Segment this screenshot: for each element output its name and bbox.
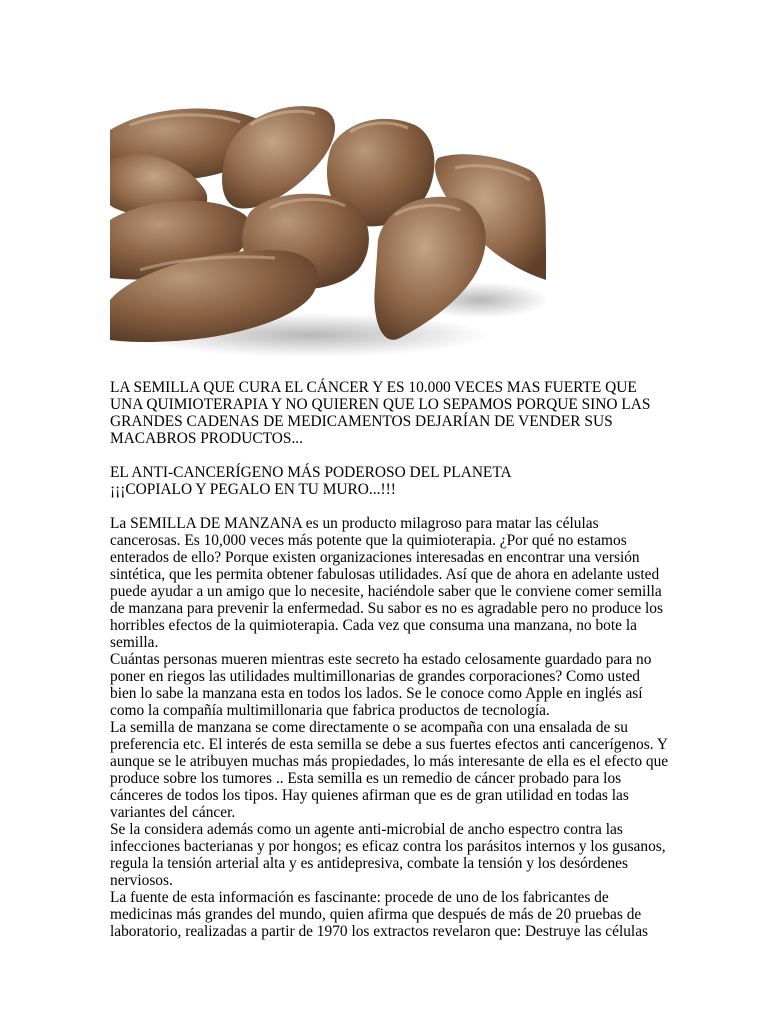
paragraph-1-text: es un producto milagroso para matar las células cancerosas. Es 10,000 veces más potente que la quimioterapia. ¿Por qué no estamos enterados de ello? Porque existen organizaciones interesadas en encontrar una versión sintética, que les permita obtener fabulosas utilidades. Así que de ahora en adelante usted puede ayudar a un amigo que lo necesite, haciéndole saber que le conviene comer semilla de manzana para prevenir la enfermedad. Su sabor es no es agradable pero no produce los horribles efectos de la quimioterapia. Cada vez que consuma una manzana, no bote la semilla. xyxy=(110,515,663,651)
seeds-photo xyxy=(110,100,546,362)
article-headline: LA SEMILLA QUE CURA EL CÁNCER Y ES 10.000 VECES MAS FUERTE QUE UNA QUIMIOTERAPIA Y NO QUIEREN QUE LO SEPAMOS PORQUE SINO LAS GRANDES CADENAS DE MEDICAMENTOS DEJARÍAN DE VENDER SUS MACABROS PRODUCTOS... xyxy=(110,379,651,447)
body-paragraph-5: La fuente de esta información es fascinante: procede de uno de los fabricantes de medicinas más grandes del mundo, quien afirma que después de más de 20 pruebas de laboratorio, realizadas a partir de 1970 los extractos revelaron que: Destruye las células xyxy=(110,889,649,940)
article-subheading xyxy=(110,464,670,498)
subheading-line-1: EL ANTI-CANCERÍGENO MÁS PODEROSO DEL PLANETA xyxy=(110,464,512,481)
body-paragraph-1 xyxy=(110,515,670,651)
body-paragraph-2: Cuántas personas mueren mientras este secreto ha estado celosamente guardado para no poner en riegos las utilidades multimillonarias de grandes corporaciones? Como usted bien lo sabe la manzana esta en todos los lados. Se le conoce como Apple en inglés así como la compañía multimillonaria que fabrica productos de tecnología. xyxy=(110,651,652,719)
subheading-line-2: ¡¡¡COPIALO Y PEGALO EN TU MURO...!!! xyxy=(110,481,396,498)
lead-phrase: La SEMILLA DE MANZANA xyxy=(110,515,302,532)
article-body xyxy=(110,515,670,940)
body-paragraph-3: La semilla de manzana se come directamente o se acompaña con una ensalada de su preferencia etc. El interés de esta semilla se debe a sus fuertes efectos anti cancerígenos. Y aunque se le atribuyen muchas más propiedades, lo más interesante de ella es el efecto que produce sobre los tumores .. Esta semilla es un remedio de cáncer probado para los cánceres de todos los tipos. Hay quienes afirman que es de gran utilidad en todas las variantes del cáncer. xyxy=(110,719,669,821)
body-paragraph-4: Se la considera además como un agente anti-microbial de ancho espectro contra las infecciones bacterianas y por hongos; es eficaz contra los parásitos internos y los gusanos, regula la tensión arterial alta y es antidepresiva, combate la tensión y los desórdenes nerviosos. xyxy=(110,821,666,889)
seeds-illustration xyxy=(110,100,546,362)
